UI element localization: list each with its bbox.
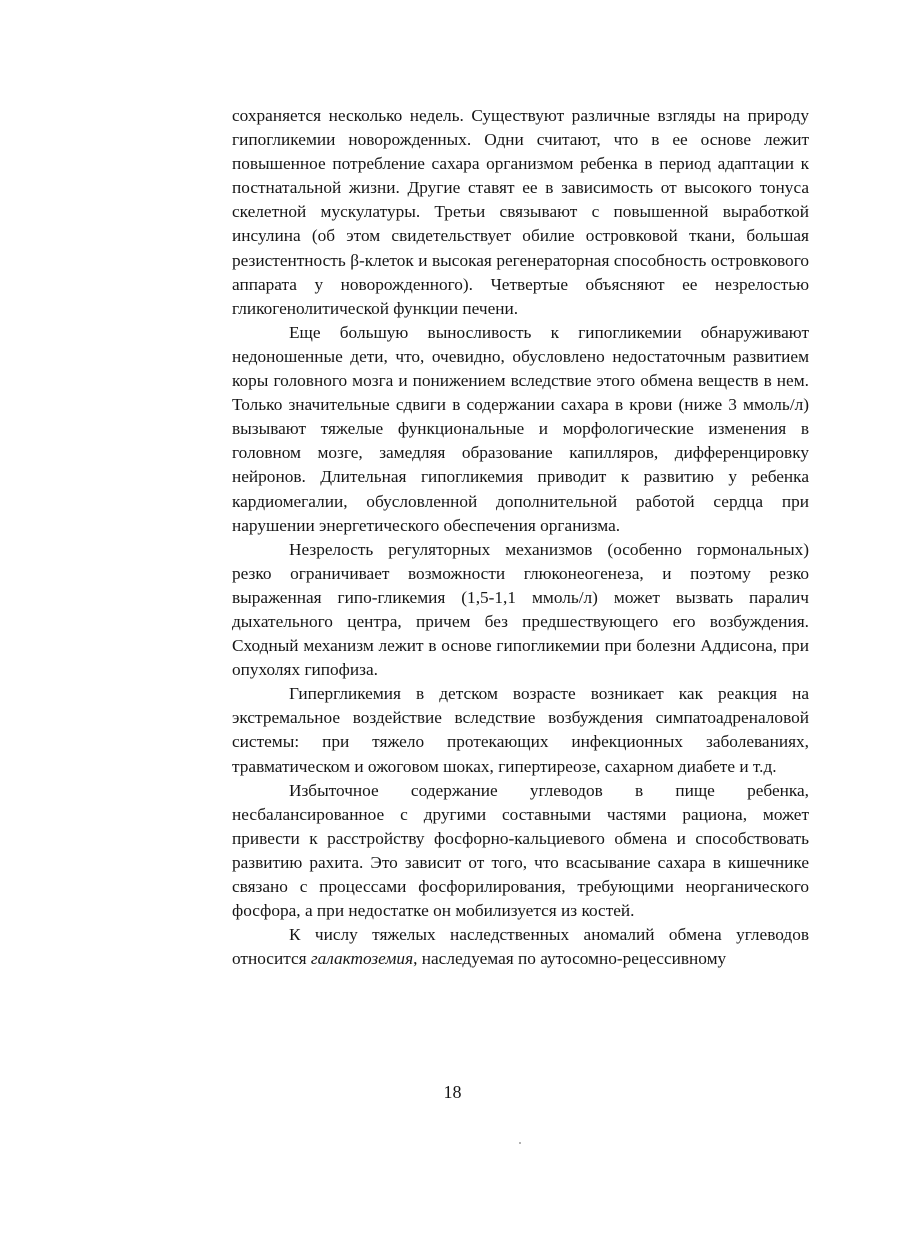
page-number: 18	[443, 1082, 462, 1102]
paragraph-hypoglycemia-theories: сохраняется несколько недель. Существуют различные взгляды на природу гипогликемии новорожденных. Одни считают, что в ее основе лежит повышенное потребление сахара организмом ребенка в период адаптации к постнатальной жизни. Другие ставят ее в зависимость от высокого тонуса скелетной мускулатуры. Третьи связывают с повышенной выработкой инсулина (об этом свидетельствует обилие островковой ткани, большая резистентность β-клеток и высокая регенераторная способность островкового аппарата у новорожденного). Четвертые объясняют ее незрелостью гликогенолитической функции печени.	[232, 106, 809, 318]
paragraph-excess-carbohydrates: Избыточное содержание углеводов в пище ребенка, несбалансированное с другими составными частями рациона, может привести к расстройству фосфорно-кальциевого обмена и способствовать развитию рахита. Это зависит от того, что всасывание сахара в кишечнике связано с процессами фосфорилирования, требующими неорганического фосфора, а при недостатке он мобилизуется из костей.	[232, 780, 809, 921]
paragraph-regulatory-immaturity: Незрелость регуляторных механизмов (особенно гормональных) резко ограничивает возможности глюконеогенеза, и поэтому резко выраженная гипо-гликемия (1,5-1,1 ммоль/л) может вызвать паралич дыхательного центра, причем без предшествующего его возбуждения. Сходный механизм лежит в основе гипогликемии при болезни Аддисона, при опухолях гипофиза.	[232, 539, 809, 680]
paragraph-galactosemia-lead: К числу тяжелых наследственных аномалий обмена углеводов относится	[232, 925, 809, 969]
paragraph-galactosemia	[232, 923, 809, 971]
paragraph-galactosemia-tail: , наследуемая по аутосомно-рецессивному	[413, 949, 727, 969]
emphasized-term: галактоземия	[310, 949, 414, 969]
scan-speck	[519, 1142, 521, 1144]
paragraph-hyperglycemia: Гипергликемия в детском возрасте возникает как реакция на экстремальное воздействие вследствие возбуждения симпатоадреналовой системы: при тяжело протекающих инфекционных заболеваниях, травматическом и ожоговом шоках, гипертиреозе, сахарном диабете и т.д.	[232, 684, 809, 776]
paragraph-premature-infants: Еще большую выносливость к гипогликемии обнаруживают недоношенные дети, что, очевидно, обусловлено недостаточным развитием коры головного мозга и понижением вследствие этого обмена веществ в нем. Только значительные сдвиги в содержании сахара в крови (ниже 3 ммоль/л) вызывают тяжелые функциональные и морфологические изменения в головном мозге, замедляя образование капилляров, дифференцировку нейронов. Длительная гипогликемия приводит к развитию у ребенка кардиомегалии, обусловленной дополнительной работой сердца при нарушении энергетического обеспечения организма.	[232, 322, 809, 535]
body-text	[232, 104, 809, 971]
